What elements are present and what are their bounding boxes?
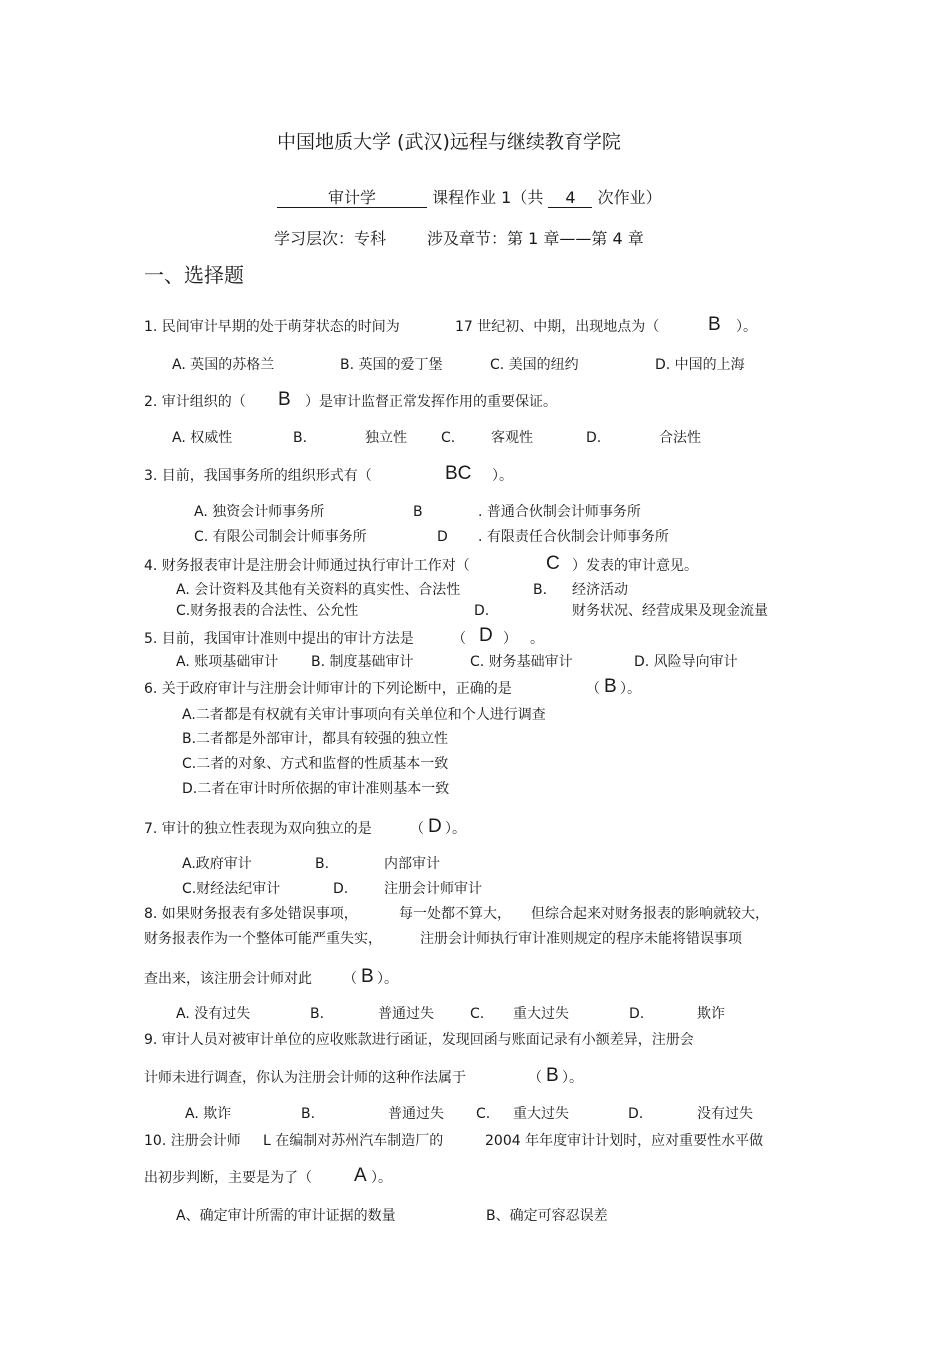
q8-option-a: A. 没有过失 — [176, 1006, 251, 1022]
q8-open: （ — [343, 971, 357, 987]
q7-answer: D — [428, 816, 442, 837]
q1-option-a: A. 英国的苏格兰 — [172, 357, 275, 373]
q7-close: ）。 — [445, 821, 466, 837]
q9-option-d-label: D. — [628, 1106, 644, 1122]
q3-option-b: . 普通合伙制会计师事务所 — [478, 504, 641, 520]
q2-stem: 2. 审计组织的（ — [144, 394, 246, 410]
q10-option-a: A、确定审计所需的审计证据的数量 — [176, 1208, 396, 1224]
course-mid-text: 课程作业 1（共 — [432, 188, 544, 207]
q8-line1-c: 但综合起来对财务报表的影响就较大， — [531, 906, 769, 922]
q10-line1-a: 10. 注册会计师 — [144, 1133, 241, 1149]
q7-option-d: 注册会计师审计 — [384, 881, 482, 897]
q4-option-b-label: B. — [533, 582, 548, 598]
q8-option-c-label: C. — [470, 1006, 485, 1022]
q1-stem-cont: 17 世纪初、中期，出现地点为（ — [455, 319, 660, 335]
q2-option-b-label: B. — [293, 430, 308, 446]
q6-option-b: B.二者都是外部审计，都具有较强的独立性 — [182, 731, 449, 747]
q8-line3: 查出来，该注册会计师对此 — [144, 971, 312, 987]
q2-option-d: 合法性 — [659, 430, 701, 446]
section-title: 一、选择题 — [144, 263, 244, 287]
q2-option-d-label: D. — [586, 430, 602, 446]
q5-answer: D — [479, 625, 493, 646]
assignment-count: 4 — [548, 189, 592, 208]
q3-option-d: . 有限责任合伙制会计师事务所 — [478, 529, 669, 545]
q4-option-b: 经济活动 — [572, 582, 628, 598]
q8-option-d: 欺诈 — [697, 1006, 725, 1022]
q9-line2: 计师未进行调查，你认为注册会计师的这种作法属于 — [144, 1070, 466, 1086]
q4-option-d: 财务状况、经营成果及现金流量 — [572, 603, 768, 619]
q5-close-period: 。 — [530, 631, 544, 647]
study-level: 学习层次：专科 — [274, 229, 387, 248]
q1-option-c: C. 美国的纽约 — [490, 357, 579, 373]
q8-close: ）。 — [377, 971, 398, 987]
q3-option-a: A. 独资会计师事务所 — [194, 504, 325, 520]
q6-option-d: D.二者在审计时所依据的审计准则基本一致 — [182, 781, 450, 797]
q2-option-c: 客观性 — [491, 430, 533, 446]
q7-stem: 7. 审计的独立性表现为双向独立的是 — [144, 821, 372, 837]
q8-line1-b: 每一处都不算大， — [399, 906, 511, 922]
course-name: 审计学 — [277, 189, 427, 208]
q8-answer: B — [361, 966, 374, 987]
q7-option-a: A.政府审计 — [182, 856, 252, 872]
q4-close: ）发表的审计意见。 — [572, 558, 698, 574]
q9-open: （ — [528, 1070, 542, 1086]
q5-stem: 5. 目前，我国审计准则中提出的审计方法是 — [144, 631, 414, 647]
q5-open: （ — [452, 631, 466, 647]
q9-option-a: A. 欺诈 — [185, 1106, 232, 1122]
q9-option-b-label: B. — [301, 1106, 316, 1122]
q5-option-a: A. 账项基础审计 — [176, 654, 279, 670]
q3-close: ）。 — [492, 468, 513, 484]
q6-option-c: C.二者的对象、方式和监督的性质基本一致 — [182, 756, 449, 772]
q1-option-b: B. 英国的爱丁堡 — [340, 357, 443, 373]
q9-answer: B — [546, 1065, 559, 1086]
q5-close: ） — [503, 631, 517, 647]
q6-close: ）。 — [620, 681, 641, 697]
q2-answer: B — [278, 389, 291, 410]
q3-stem: 3. 目前，我国事务所的组织形式有（ — [144, 468, 372, 484]
q5-option-d: D. 风险导向审计 — [634, 654, 738, 670]
q8-option-d-label: D. — [629, 1006, 645, 1022]
q9-option-b: 普通过失 — [388, 1106, 444, 1122]
q10-option-b: B、确定可容忍误差 — [486, 1208, 608, 1224]
q4-option-c: C.财务报表的合法性、公允性 — [176, 603, 359, 619]
q4-answer: C — [546, 553, 560, 574]
q10-line2: 出初步判断，主要是为了（ — [144, 1170, 312, 1186]
q1-option-d: D. 中国的上海 — [655, 357, 745, 373]
q8-option-c: 重大过失 — [513, 1006, 569, 1022]
q7-option-b-label: B. — [315, 856, 330, 872]
q6-stem: 6. 关于政府审计与注册会计师审计的下列论断中，正确的是 — [144, 681, 512, 697]
q6-option-a: A.二者都是有权就有关审计事项向有关单位和个人进行调查 — [182, 707, 546, 723]
q1-answer: B — [708, 314, 721, 335]
q5-option-c: C. 财务基础审计 — [470, 654, 573, 670]
q6-open: （ — [586, 681, 600, 697]
q3-answer: BC — [445, 463, 472, 484]
q10-line1-c: 2004 年年度审计计划时，应对重要性水平做 — [485, 1133, 764, 1149]
q10-answer: A — [354, 1165, 367, 1186]
q9-option-c-label: C. — [476, 1106, 491, 1122]
q3-option-d-label: D — [437, 529, 448, 545]
q7-option-d-label: D. — [333, 881, 349, 897]
q2-option-c-label: C. — [441, 430, 456, 446]
q3-option-b-label: B — [413, 504, 423, 520]
q9-close: ）。 — [562, 1070, 583, 1086]
q7-open: （ — [410, 821, 424, 837]
q7-option-b: 内部审计 — [384, 856, 440, 872]
q4-option-d-label: D. — [474, 603, 490, 619]
q1-stem: 1. 民间审计早期的处于萌芽状态的时间为 — [144, 319, 400, 335]
q9-option-d: 没有过失 — [697, 1106, 753, 1122]
course-line — [277, 188, 662, 208]
q6-answer: B — [604, 676, 617, 697]
q10-close: ）。 — [371, 1170, 392, 1186]
q8-option-b: 普通过失 — [378, 1006, 434, 1022]
q1-close: ）。 — [736, 319, 757, 335]
q4-option-a: A. 会计资料及其他有关资料的真实性、合法性 — [176, 582, 461, 598]
q8-line2-a: 财务报表作为一个整体可能严重失实， — [144, 931, 382, 947]
q7-option-c: C.财经法纪审计 — [182, 881, 281, 897]
q4-stem: 4. 财务报表审计是注册会计师通过执行审计工作对（ — [144, 558, 470, 574]
q2-option-b: 独立性 — [365, 430, 407, 446]
q8-option-b-label: B. — [310, 1006, 325, 1022]
q9-option-c: 重大过失 — [513, 1106, 569, 1122]
q3-option-c: C. 有限公司制会计师事务所 — [194, 529, 367, 545]
q10-line1-b: L 在编制对苏州汽车制造厂的 — [263, 1133, 444, 1149]
q8-line2-b: 注册会计师执行审计准则规定的程序未能将错误事项 — [420, 931, 742, 947]
document-title: 中国地质大学 (武汉)远程与继续教育学院 — [277, 131, 621, 153]
q2-option-a: A. 权威性 — [172, 430, 233, 446]
chapter-range: 涉及章节：第 1 章——第 4 章 — [427, 229, 644, 248]
course-suffix-text: 次作业） — [597, 188, 662, 207]
q2-close: ）是审计监督正常发挥作用的重要保证。 — [305, 394, 557, 410]
q8-line1-a: 8. 如果财务报表有多处错误事项， — [144, 906, 358, 922]
q5-option-b: B. 制度基础审计 — [311, 654, 414, 670]
q9-line1: 9. 审计人员对被审计单位的应收账款进行函证，发现回函与账面记录有小额差异，注册会 — [144, 1032, 694, 1048]
